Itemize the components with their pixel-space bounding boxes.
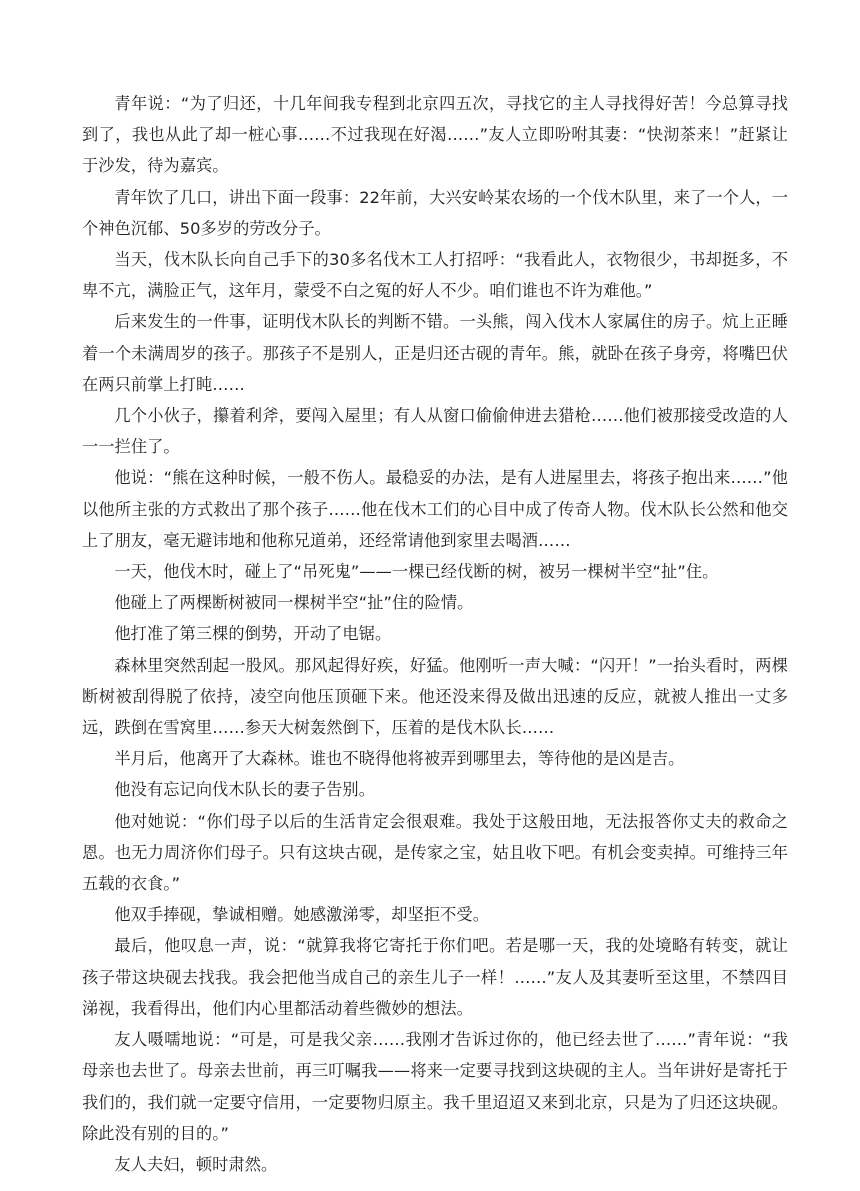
paragraph-12: 他没有忘记向伐木队长的妻子告别。 <box>114 780 375 800</box>
paragraph-15: 最后，他叹息一声，说：“就算我将它寄托于你们吧。若是哪一天，我的处境略有转变，就让孩子带这块砚去找我。我会把他当成自己的亲生儿子一样！……”友人及其妻听至这里，不禁四目涕视，我看得出，他们内心里都活动着些微妙的想法。 <box>82 936 788 1018</box>
paragraph-7: 一天，他伐木时，碰上了“吊死鬼”——一棵已经伐断的树，被另一棵树半空“扯”住。 <box>114 562 719 582</box>
document-page <box>82 88 788 1180</box>
paragraph-1: 青年说：“为了归还，十几年间我专程到北京四五次，寻找它的主人寻找得好苦！今总算寻找到了，我也从此了却一桩心事……不过我现在好渴……”友人立即吩咐其妻：“快沏茶来！”赶紧让于沙发，待为嘉宾。 <box>82 94 788 176</box>
paragraph-8: 他碰上了两棵断树被同一棵树半空“扯”住的险情。 <box>114 593 474 613</box>
paragraph-14: 他双手捧砚，挚诚相赠。她感激涕零，却坚拒不受。 <box>114 905 490 925</box>
paragraph-11: 半月后，他离开了大森林。谁也不晓得他将被弄到哪里去，等待他的是凶是吉。 <box>114 749 685 769</box>
paragraph-16: 友人嗫嚅地说：“可是，可是我父亲……我刚才告诉过你的，他已经去世了……”青年说：“我母亲也去世了。母亲去世前，再三叮嘱我——将来一定要寻找到这块砚的主人。当年讲好是寄托于我们的，我们就一定要守信用，一定要物归原主。我千里迢迢又来到北京，只是为了归还这块砚。除此没有别的目的。” <box>82 1030 788 1143</box>
paragraph-5: 几个小伙子，攥着利斧，要闯入屋里；有人从窗口偷偷伸进去猎枪……他们被那接受改造的人一一拦住了。 <box>82 406 788 457</box>
paragraph-17: 友人夫妇，顿时肃然。 <box>114 1154 278 1174</box>
paragraph-13: 他对她说：“你们母子以后的生活肯定会很艰难。我处于这般田地，无法报答你丈夫的救命之恩。也无力周济你们母子。只有这块古砚，是传家之宝，姑且收下吧。有机会变卖掉。可维持三年五载的衣食。” <box>82 811 788 894</box>
paragraph-2: 青年饮了几口，讲出下面一段事：22年前，大兴安岭某农场的一个伐木队里，来了一个人，一个神色沉郁、50多岁的劳改分子。 <box>82 187 788 238</box>
paragraph-4: 后来发生的一件事，证明伐木队长的判断不错。一头熊，闯入伐木人家属住的房子。炕上正睡着一个未满周岁的孩子。那孩子不是别人，正是归还古砚的青年。熊，就卧在孩子身旁，将嘴巴伏在两只前掌上打盹…… <box>82 312 788 394</box>
paragraph-3: 当天，伐木队长向自己手下的30多名伐木工人打招呼：“我看此人，衣物很少，书却挺多，不卑不亢，满脸正气，这年月，蒙受不白之冤的好人不少。咱们谁也不许为难他。” <box>82 250 788 301</box>
paragraph-6: 他说：“熊在这种时候，一般不伤人。最稳妥的办法，是有人进屋里去，将孩子抱出来……”他以他所主张的方式救出了那个孩子……他在伐木工们的心目中成了传奇人物。伐木队长公然和他交上了朋友，毫无避讳地和他称兄道弟，还经常请他到家里去喝酒…… <box>82 468 788 550</box>
paragraph-9: 他打准了第三棵的倒势，开动了电锯。 <box>114 624 392 644</box>
paragraph-10: 森林里突然刮起一股风。那风起得好疾，好猛。他刚听一声大喊：“闪开！”一抬头看时，两棵断树被刮得脱了依持，凌空向他压顶砸下来。他还没来得及做出迅速的反应，就被人推出一丈多远，跌倒在雪窝里……参天大树轰然倒下，压着的是伐木队长…… <box>82 655 788 738</box>
